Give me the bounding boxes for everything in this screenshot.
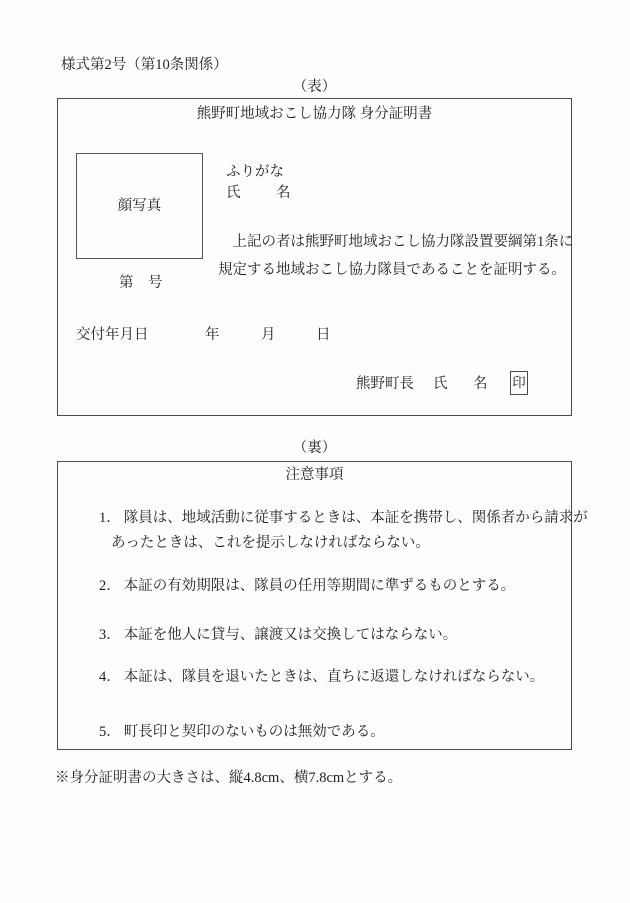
back-side-label: （裏）: [292, 440, 337, 456]
front-side-label: （表）: [292, 79, 337, 95]
note-item-1-number: 1．: [99, 510, 121, 526]
seal-label: 印: [512, 375, 526, 391]
note-item-1-continuation: あったときは、これを提示しなければならない。: [111, 535, 430, 551]
note-item-4-text: 本証は、隊員を退いたときは、直ちに返還しなければならない。: [123, 669, 545, 685]
notes-title: 注意事項: [285, 467, 344, 483]
note-item-2-number: 2．: [99, 578, 121, 594]
form-number-label: 様式第2号（第10条関係）: [61, 57, 228, 73]
certification-statement: [218, 228, 573, 284]
day-label: 日: [316, 327, 331, 343]
furigana-label: ふりがな: [226, 164, 284, 180]
name-label-sei: 氏: [226, 185, 241, 201]
name-label-mei: 名: [276, 185, 291, 201]
seal-box: [510, 371, 528, 395]
photo-placeholder-box: [76, 153, 203, 259]
certification-statement-line-1: 上記の者は熊野町地域おこし協力隊設置要綱第1条に: [218, 234, 574, 250]
note-item-3-number: 3．: [99, 627, 121, 643]
id-card-front: [57, 98, 572, 416]
note-item-3: [99, 627, 457, 644]
mayor-name-mei: 名: [473, 376, 488, 392]
mayor-name-sei: 氏: [433, 376, 448, 392]
note-item-1: [99, 510, 588, 527]
mayor-title-label: 熊野町長: [356, 376, 414, 392]
note-item-4-number: 4．: [99, 669, 121, 685]
card-size-note: ※身分証明書の大きさは、縦4.8cm、横7.8cmとする。: [55, 770, 403, 786]
certification-statement-line-2: 規定する地域おこし協力隊員であることを証明する。: [218, 262, 566, 278]
note-item-5: [99, 724, 385, 741]
note-item-3-text: 本証を他人に貸与、譲渡又は交換してはならない。: [123, 627, 458, 643]
note-item-4: [99, 669, 544, 686]
note-item-5-number: 5．: [99, 724, 121, 740]
issue-date-label: 交付年月日: [76, 327, 149, 343]
card-title: 熊野町地域おこし協力隊 身分証明書: [196, 106, 433, 122]
note-item-5-text: 町長印と契印のないものは無効である。: [123, 724, 385, 740]
id-card-back: [57, 461, 588, 750]
note-item-2: [99, 578, 515, 595]
certificate-number-label: 第 号: [119, 275, 163, 291]
note-item-2-text: 本証の有効期限は、隊員の任用等期間に準ずるものとする。: [123, 578, 516, 594]
year-label: 年: [205, 327, 220, 343]
month-label: 月: [261, 327, 276, 343]
photo-placeholder-label: 顔写真: [117, 197, 162, 214]
note-item-1-text: 隊員は、地域活動に従事するときは、本証を携帯し、関係者から請求が: [123, 510, 588, 526]
